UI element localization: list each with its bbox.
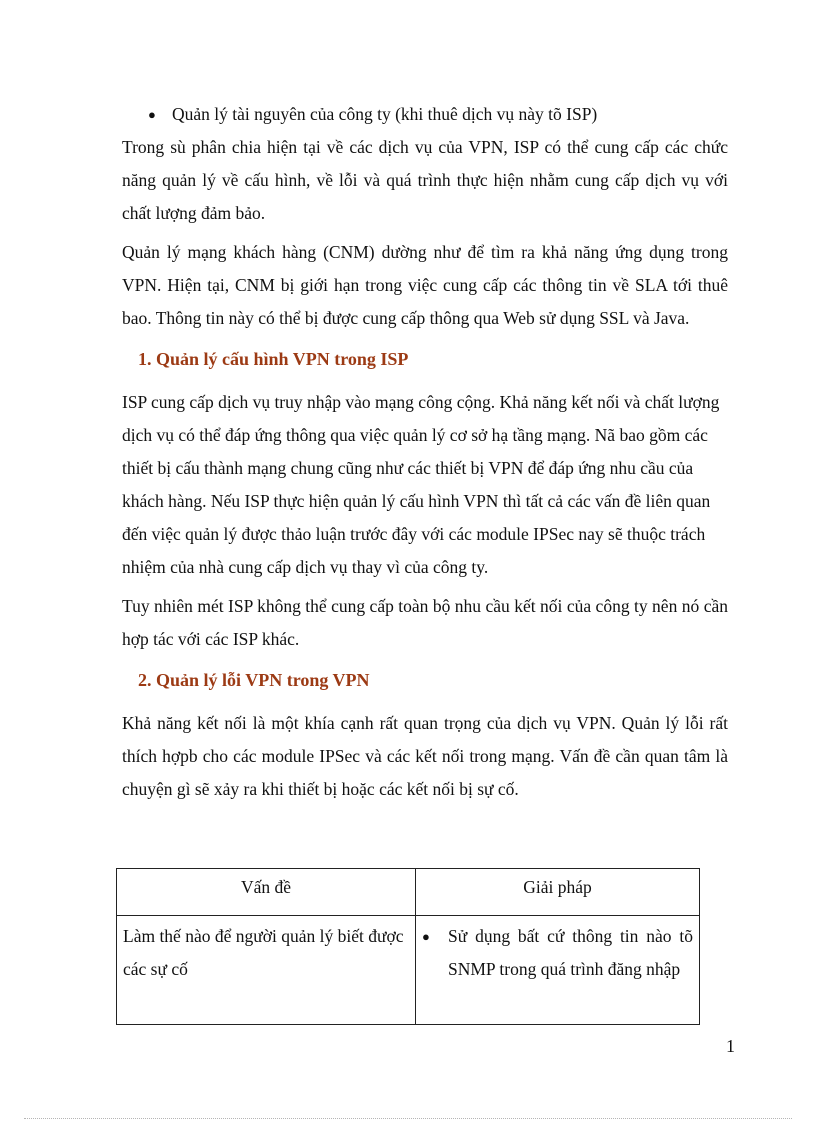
section-2-heading: 2. Quản lý lỗi VPN trong VPN [138, 670, 370, 690]
problem-cell: Làm thế nào để người quản lý biết được các sự cố [117, 916, 416, 1025]
bullet-icon: ● [422, 929, 430, 944]
page-number: 1 [726, 1036, 735, 1056]
column-header-solution: Giải pháp [416, 869, 700, 916]
section-1-heading: 1. Quản lý cấu hình VPN trong ISP [138, 349, 409, 369]
solution-text: Sử dụng bất cứ thông tin nào tõ SNMP trong quá trình đăng nhập [448, 926, 693, 979]
intro-paragraph-2: Quản lý mạng khách hàng (CNM) dường như để tìm ra khả năng ứng dụng trong VPN. Hiện tại, CNM bị giới hạn trong việc cung cấp các thông tin về SLA tới thuê bao. Thông tin này có thể bị được cung cấp thông qua Web sử dụng SSL và Java. [122, 242, 728, 328]
page-content [122, 98, 728, 812]
bullet-item [148, 98, 728, 131]
table-header-row [117, 869, 700, 916]
section-2-paragraph-1: Khả năng kết nối là một khía cạnh rất quan trọng của dịch vụ VPN. Quản lý lỗi rất thích hợpb cho các module IPSec và các kết nối trong mạng. Vấn đề cần quan tâm là chuyện gì sẽ xảy ra khi thiết bị hoặc các kết nối bị sự cố. [122, 713, 728, 799]
intro-paragraph-1: Trong sù phân chia hiện tại về các dịch vụ của VPN, ISP có thể cung cấp các chức năng quản lý về cấu hình, về lỗi và quá trình thực hiện nhằm cung cấp dịch vụ với chất lượng đảm bảo. [122, 137, 728, 223]
column-header-problem: Vấn đề [117, 869, 416, 916]
bullet-text: Quản lý tài nguyên của công ty (khi thuê dịch vụ này tõ ISP) [172, 104, 598, 124]
solution-cell [416, 916, 700, 1025]
bullet-icon: ● [148, 107, 156, 122]
solution-bullet [422, 920, 693, 986]
footer-divider [24, 1118, 792, 1119]
section-1-paragraph-1: ISP cung cấp dịch vụ truy nhập vào mạng công cộng. Khả năng kết nối và chất lượng dịch vụ có thể đáp ứng thông qua việc quản lý cơ sở hạ tầng mạng. Nã bao gồm các thiết bị cấu thành mạng chung cũng như các thiết bị VPN để đáp ứng nhu cầu của khách hàng. Nếu ISP thực hiện quản lý cấu hình VPN thì tất cả các vấn đề liên quan đến việc quản lý được thảo luận trước đây với các module IPSec nay sẽ thuộc trách nhiệm của nhà cung cấp dịch vụ thay vì của công ty. [122, 392, 720, 577]
table-row [117, 916, 700, 1025]
section-1-paragraph-2: Tuy nhiên mét ISP không thể cung cấp toàn bộ nhu cầu kết nối của công ty nên nó cần hợp tác với các ISP khác. [122, 596, 728, 649]
problem-solution-table [116, 868, 700, 1025]
